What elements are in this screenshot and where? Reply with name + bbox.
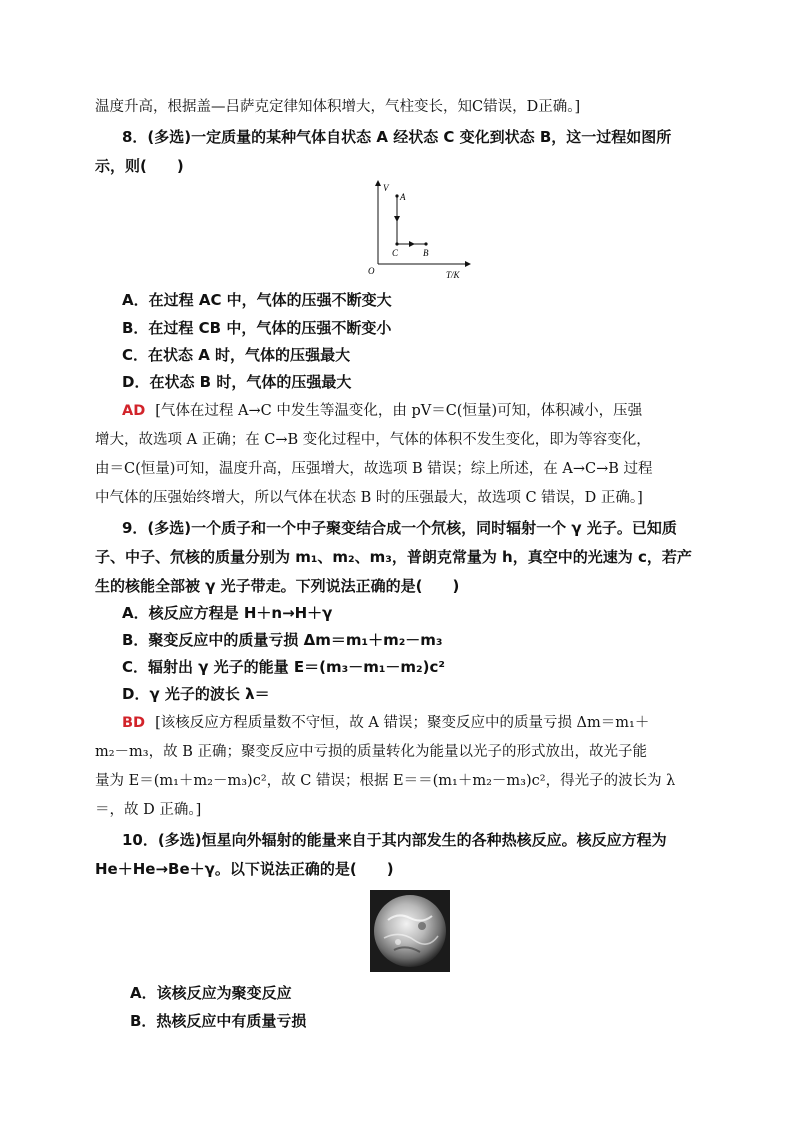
point-c-label: C bbox=[392, 248, 399, 258]
q10-option-a: A．该核反应为聚变反应 bbox=[130, 984, 292, 1002]
point-b bbox=[424, 242, 427, 245]
q9-answer: BD bbox=[122, 715, 146, 731]
q8-answer: AD bbox=[122, 403, 146, 419]
q8-explanation-line-2: 增大，故选项 A 正确；在 C→B 变化过程中，气体的体积不发生变化，即为等容变化， bbox=[95, 432, 651, 448]
point-c bbox=[395, 242, 398, 245]
q8-explanation-line-4: 中气体的压强始终增大，所以气体在状态 B 时的压强最大，故选项 C 错误，D 正确。] bbox=[95, 490, 643, 506]
point-b-label: B bbox=[423, 248, 429, 258]
q9-option-d: D．γ 光子的波长 λ＝ bbox=[122, 685, 270, 703]
origin-label: O bbox=[368, 266, 375, 276]
point-a-label: A bbox=[400, 192, 406, 202]
q8-stem-line-2: 示，则( ) bbox=[95, 157, 184, 175]
q9-explanation-line-4: ＝，故 D 正确。] bbox=[95, 802, 202, 818]
y-axis-label: V bbox=[383, 183, 389, 193]
q8-explanation-text-1: [气体在过程 A→C 中发生等温变化，由 pV＝C(恒量)可知，体积减小，压强 bbox=[155, 403, 643, 419]
q9-option-b: B．聚变反应中的质量亏损 Δm＝m₁＋m₂－m₃ bbox=[122, 631, 443, 649]
q8-vt-graph bbox=[364, 178, 474, 282]
q8-stem-line-1: 8．(多选)一定质量的某种气体自状态 A 经状态 C 变化到状态 B，这一过程如图所 bbox=[122, 128, 672, 146]
q9-stem-line-1: 9．(多选)一个质子和一个中子聚变结合成一个氘核，同时辐射一个 γ 光子。已知质 bbox=[122, 519, 677, 537]
arrow-ac bbox=[394, 216, 400, 222]
q8-explanation-line-3: 由＝C(恒量)可知，温度升高，压强增大，故选项 B 错误；综上所述，在 A→C→B 过程 bbox=[95, 461, 653, 477]
x-axis-label: T/K bbox=[446, 270, 460, 280]
q9-explanation-line-3: 量为 E＝(m₁＋m₂－m₃)c²，故 C 错误；根据 E＝＝(m₁＋m₂－m₃)c²，得光子的波长为 λ bbox=[95, 773, 676, 789]
q10-option-b: B．热核反应中有质量亏损 bbox=[130, 1012, 307, 1030]
q10-stem-line-1: 10．(多选)恒星向外辐射的能量来自于其内部发生的各种热核反应。核反应方程为 bbox=[122, 831, 667, 849]
q9-option-c: C．辐射出 γ 光子的能量 E＝(m₃－m₁－m₂)c² bbox=[122, 658, 445, 676]
q9-explanation-text-1: [该核反应方程质量数不守恒，故 A 错误；聚变反应中的质量亏损 Δm＝m₁＋ bbox=[155, 715, 650, 731]
q9-stem-line-2: 子、中子、氘核的质量分别为 m₁、m₂、m₃，普朗克常量为 h，真空中的光速为 c，若产 bbox=[95, 548, 692, 566]
q9-stem-line-3: 生的核能全部被 γ 光子带走。下列说法正确的是( ) bbox=[95, 577, 460, 595]
arrow-cb bbox=[409, 241, 415, 247]
q8-explanation-line-1 bbox=[122, 400, 642, 422]
q8-option-d: D．在状态 B 时，气体的压强最大 bbox=[122, 373, 352, 391]
q7-explanation-tail: 温度升高，根据盖—吕萨克定律知体积增大，气柱变长，知C错误，D正确。] bbox=[95, 99, 581, 115]
q10-stem-line-2: He＋He→Be＋γ。以下说法正确的是( ) bbox=[95, 860, 394, 878]
star-image bbox=[370, 890, 450, 972]
point-a bbox=[395, 194, 398, 197]
q9-option-a: A．核反应方程是 H＋n→H＋γ bbox=[122, 604, 333, 622]
q8-option-c: C．在状态 A 时，气体的压强最大 bbox=[122, 346, 351, 364]
q8-option-a: A．在过程 AC 中，气体的压强不断变大 bbox=[122, 291, 392, 309]
q9-explanation-line-1 bbox=[122, 712, 649, 734]
q9-explanation-line-2: m₂－m₃，故 B 正确；聚变反应中亏损的质量转化为能量以光子的形式放出，故光子能 bbox=[95, 744, 647, 760]
q8-option-b: B．在过程 CB 中，气体的压强不断变小 bbox=[122, 319, 392, 337]
